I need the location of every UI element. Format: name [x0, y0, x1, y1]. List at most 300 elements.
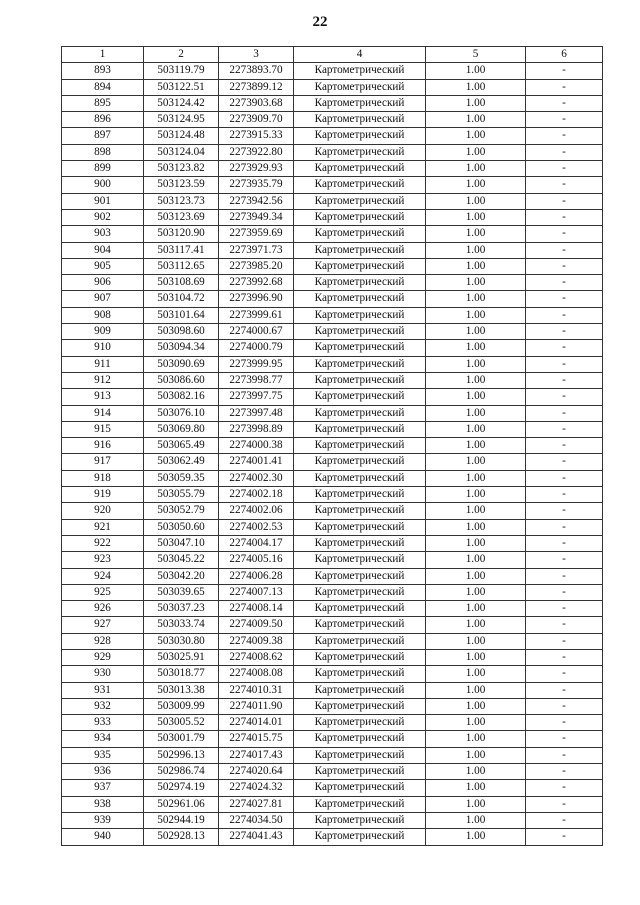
method-cell: Картометрический [294, 177, 426, 193]
note-cell: - [526, 633, 603, 649]
table-row [62, 601, 603, 617]
point-number-cell: 927 [62, 617, 144, 633]
table-row [62, 747, 603, 763]
table-row [62, 372, 603, 388]
point-number-cell: 931 [62, 682, 144, 698]
column-header: 6 [526, 47, 603, 63]
coordinate-y-cell: 2274034.50 [219, 812, 294, 828]
coordinate-x-cell: 503047.10 [144, 535, 219, 551]
accuracy-cell: 1.00 [426, 796, 526, 812]
table-row [62, 79, 603, 95]
point-number-cell: 907 [62, 291, 144, 307]
accuracy-cell: 1.00 [426, 715, 526, 731]
point-number-cell: 895 [62, 95, 144, 111]
note-cell: - [526, 356, 603, 372]
note-cell: - [526, 161, 603, 177]
accuracy-cell: 1.00 [426, 764, 526, 780]
coordinate-x-cell: 503042.20 [144, 568, 219, 584]
table-row [62, 470, 603, 486]
method-cell: Картометрический [294, 421, 426, 437]
accuracy-cell: 1.00 [426, 161, 526, 177]
method-cell: Картометрический [294, 764, 426, 780]
accuracy-cell: 1.00 [426, 177, 526, 193]
accuracy-cell: 1.00 [426, 291, 526, 307]
coordinate-y-cell: 2273985.20 [219, 258, 294, 274]
method-cell: Картометрический [294, 79, 426, 95]
point-number-cell: 908 [62, 307, 144, 323]
point-number-cell: 930 [62, 666, 144, 682]
column-header: 2 [144, 47, 219, 63]
table-row [62, 487, 603, 503]
accuracy-cell: 1.00 [426, 405, 526, 421]
note-cell: - [526, 372, 603, 388]
note-cell: - [526, 307, 603, 323]
column-header: 1 [62, 47, 144, 63]
coordinate-y-cell: 2274011.90 [219, 698, 294, 714]
accuracy-cell: 1.00 [426, 389, 526, 405]
accuracy-cell: 1.00 [426, 275, 526, 291]
point-number-cell: 893 [62, 63, 144, 79]
coordinate-x-cell: 503119.79 [144, 63, 219, 79]
method-cell: Картометрический [294, 454, 426, 470]
accuracy-cell: 1.00 [426, 633, 526, 649]
note-cell: - [526, 258, 603, 274]
accuracy-cell: 1.00 [426, 731, 526, 747]
accuracy-cell: 1.00 [426, 356, 526, 372]
coordinate-x-cell: 503120.90 [144, 226, 219, 242]
method-cell: Картометрический [294, 812, 426, 828]
coordinate-y-cell: 2273949.34 [219, 209, 294, 225]
table-row [62, 796, 603, 812]
coordinate-y-cell: 2273998.89 [219, 421, 294, 437]
note-cell: - [526, 112, 603, 128]
table-row [62, 405, 603, 421]
coordinate-x-cell: 503033.74 [144, 617, 219, 633]
point-number-cell: 928 [62, 633, 144, 649]
point-number-cell: 937 [62, 780, 144, 796]
coordinate-x-cell: 503086.60 [144, 372, 219, 388]
table-row [62, 698, 603, 714]
coordinate-y-cell: 2274008.14 [219, 601, 294, 617]
coordinate-x-cell: 503123.73 [144, 193, 219, 209]
coordinate-x-cell: 503039.65 [144, 584, 219, 600]
method-cell: Картометрический [294, 372, 426, 388]
coordinate-x-cell: 503124.04 [144, 144, 219, 160]
table-row [62, 291, 603, 307]
table-row [62, 389, 603, 405]
accuracy-cell: 1.00 [426, 258, 526, 274]
coordinate-y-cell: 2273971.73 [219, 242, 294, 258]
table-row [62, 242, 603, 258]
note-cell: - [526, 128, 603, 144]
coordinate-x-cell: 503123.59 [144, 177, 219, 193]
coordinate-x-cell: 503124.42 [144, 95, 219, 111]
note-cell: - [526, 454, 603, 470]
method-cell: Картометрический [294, 649, 426, 665]
accuracy-cell: 1.00 [426, 95, 526, 111]
accuracy-cell: 1.00 [426, 649, 526, 665]
table-row [62, 324, 603, 340]
note-cell: - [526, 535, 603, 551]
coordinate-y-cell: 2273942.56 [219, 193, 294, 209]
coordinate-x-cell: 503076.10 [144, 405, 219, 421]
point-number-cell: 918 [62, 470, 144, 486]
accuracy-cell: 1.00 [426, 340, 526, 356]
method-cell: Картометрический [294, 796, 426, 812]
accuracy-cell: 1.00 [426, 209, 526, 225]
coordinate-x-cell: 503124.95 [144, 112, 219, 128]
point-number-cell: 896 [62, 112, 144, 128]
coordinate-x-cell: 503013.38 [144, 682, 219, 698]
table-row [62, 666, 603, 682]
accuracy-cell: 1.00 [426, 487, 526, 503]
note-cell: - [526, 470, 603, 486]
point-number-cell: 904 [62, 242, 144, 258]
table-row [62, 421, 603, 437]
point-number-cell: 910 [62, 340, 144, 356]
accuracy-cell: 1.00 [426, 438, 526, 454]
method-cell: Картометрический [294, 389, 426, 405]
note-cell: - [526, 226, 603, 242]
point-number-cell: 903 [62, 226, 144, 242]
table-row [62, 682, 603, 698]
table-row [62, 307, 603, 323]
accuracy-cell: 1.00 [426, 682, 526, 698]
page-number: 22 [312, 14, 328, 30]
coordinate-y-cell: 2274005.16 [219, 552, 294, 568]
coordinate-x-cell: 503059.35 [144, 470, 219, 486]
table-row [62, 535, 603, 551]
coordinate-x-cell: 503090.69 [144, 356, 219, 372]
note-cell: - [526, 63, 603, 79]
coordinate-x-cell: 503037.23 [144, 601, 219, 617]
table-row [62, 258, 603, 274]
coordinate-y-cell: 2274020.64 [219, 764, 294, 780]
point-number-cell: 924 [62, 568, 144, 584]
point-number-cell: 920 [62, 503, 144, 519]
table-row [62, 128, 603, 144]
method-cell: Картометрический [294, 682, 426, 698]
coordinate-y-cell: 2274007.13 [219, 584, 294, 600]
note-cell: - [526, 617, 603, 633]
coordinate-x-cell: 503018.77 [144, 666, 219, 682]
accuracy-cell: 1.00 [426, 372, 526, 388]
method-cell: Картометрический [294, 829, 426, 845]
coordinate-y-cell: 2274002.18 [219, 487, 294, 503]
method-cell: Картометрический [294, 95, 426, 111]
accuracy-cell: 1.00 [426, 454, 526, 470]
point-number-cell: 901 [62, 193, 144, 209]
method-cell: Картометрический [294, 340, 426, 356]
note-cell: - [526, 421, 603, 437]
coordinate-y-cell: 2274010.31 [219, 682, 294, 698]
coordinate-x-cell: 502974.19 [144, 780, 219, 796]
coordinate-x-cell: 503098.60 [144, 324, 219, 340]
coordinate-y-cell: 2274009.38 [219, 633, 294, 649]
accuracy-cell: 1.00 [426, 112, 526, 128]
note-cell: - [526, 780, 603, 796]
accuracy-cell: 1.00 [426, 601, 526, 617]
accuracy-cell: 1.00 [426, 193, 526, 209]
coordinate-x-cell: 503050.60 [144, 519, 219, 535]
note-cell: - [526, 275, 603, 291]
coordinate-y-cell: 2273999.95 [219, 356, 294, 372]
point-number-cell: 932 [62, 698, 144, 714]
point-number-cell: 926 [62, 601, 144, 617]
point-number-cell: 905 [62, 258, 144, 274]
method-cell: Картометрический [294, 617, 426, 633]
method-cell: Картометрический [294, 63, 426, 79]
accuracy-cell: 1.00 [426, 128, 526, 144]
point-number-cell: 900 [62, 177, 144, 193]
table-row [62, 275, 603, 291]
coordinate-y-cell: 2274006.28 [219, 568, 294, 584]
method-cell: Картометрический [294, 324, 426, 340]
point-number-cell: 936 [62, 764, 144, 780]
note-cell: - [526, 715, 603, 731]
coordinate-x-cell: 503005.52 [144, 715, 219, 731]
note-cell: - [526, 209, 603, 225]
table-header-row [62, 47, 603, 63]
note-cell: - [526, 324, 603, 340]
coordinate-y-cell: 2274001.41 [219, 454, 294, 470]
point-number-cell: 939 [62, 812, 144, 828]
method-cell: Картометрический [294, 503, 426, 519]
note-cell: - [526, 291, 603, 307]
point-number-cell: 912 [62, 372, 144, 388]
note-cell: - [526, 405, 603, 421]
coordinate-y-cell: 2273935.79 [219, 177, 294, 193]
coordinate-y-cell: 2274027.81 [219, 796, 294, 812]
method-cell: Картометрический [294, 731, 426, 747]
method-cell: Картометрический [294, 209, 426, 225]
method-cell: Картометрический [294, 291, 426, 307]
note-cell: - [526, 747, 603, 763]
table-row [62, 340, 603, 356]
coordinate-y-cell: 2274014.01 [219, 715, 294, 731]
point-number-cell: 919 [62, 487, 144, 503]
note-cell: - [526, 812, 603, 828]
table-row [62, 584, 603, 600]
note-cell: - [526, 568, 603, 584]
table-row [62, 812, 603, 828]
coordinate-x-cell: 503123.82 [144, 161, 219, 177]
method-cell: Картометрический [294, 487, 426, 503]
table-row [62, 193, 603, 209]
accuracy-cell: 1.00 [426, 421, 526, 437]
table-row [62, 438, 603, 454]
accuracy-cell: 1.00 [426, 698, 526, 714]
coordinate-y-cell: 2274041.43 [219, 829, 294, 845]
method-cell: Картометрический [294, 128, 426, 144]
coordinate-x-cell: 503025.91 [144, 649, 219, 665]
column-header: 4 [294, 47, 426, 63]
table-row [62, 731, 603, 747]
method-cell: Картометрический [294, 552, 426, 568]
table-row [62, 617, 603, 633]
coordinate-x-cell: 503065.49 [144, 438, 219, 454]
accuracy-cell: 1.00 [426, 780, 526, 796]
point-number-cell: 933 [62, 715, 144, 731]
note-cell: - [526, 601, 603, 617]
coordinate-y-cell: 2274009.50 [219, 617, 294, 633]
coordinate-y-cell: 2274017.43 [219, 747, 294, 763]
accuracy-cell: 1.00 [426, 324, 526, 340]
coordinate-x-cell: 503055.79 [144, 487, 219, 503]
method-cell: Картометрический [294, 275, 426, 291]
accuracy-cell: 1.00 [426, 226, 526, 242]
point-number-cell: 898 [62, 144, 144, 160]
column-header: 5 [426, 47, 526, 63]
table-row [62, 356, 603, 372]
accuracy-cell: 1.00 [426, 812, 526, 828]
table-row [62, 568, 603, 584]
coordinate-x-cell: 503052.79 [144, 503, 219, 519]
method-cell: Картометрический [294, 356, 426, 372]
coordinates-table [61, 46, 603, 846]
coordinate-y-cell: 2273893.70 [219, 63, 294, 79]
method-cell: Картометрический [294, 519, 426, 535]
coordinate-x-cell: 503104.72 [144, 291, 219, 307]
coordinate-x-cell: 503123.69 [144, 209, 219, 225]
coordinate-x-cell: 503124.48 [144, 128, 219, 144]
table-row [62, 161, 603, 177]
column-header: 3 [219, 47, 294, 63]
accuracy-cell: 1.00 [426, 63, 526, 79]
point-number-cell: 925 [62, 584, 144, 600]
table-row [62, 63, 603, 79]
coordinate-y-cell: 2274000.79 [219, 340, 294, 356]
table-row [62, 144, 603, 160]
table-row [62, 95, 603, 111]
note-cell: - [526, 503, 603, 519]
note-cell: - [526, 95, 603, 111]
coordinate-x-cell: 503108.69 [144, 275, 219, 291]
coordinate-y-cell: 2273929.93 [219, 161, 294, 177]
coordinate-x-cell: 503112.65 [144, 258, 219, 274]
accuracy-cell: 1.00 [426, 470, 526, 486]
note-cell: - [526, 666, 603, 682]
note-cell: - [526, 731, 603, 747]
accuracy-cell: 1.00 [426, 535, 526, 551]
coordinate-y-cell: 2274008.62 [219, 649, 294, 665]
coordinate-y-cell: 2273996.90 [219, 291, 294, 307]
accuracy-cell: 1.00 [426, 747, 526, 763]
coordinate-x-cell: 503062.49 [144, 454, 219, 470]
coordinate-x-cell: 502986.74 [144, 764, 219, 780]
table-row [62, 112, 603, 128]
point-number-cell: 897 [62, 128, 144, 144]
note-cell: - [526, 79, 603, 95]
table-row [62, 829, 603, 845]
accuracy-cell: 1.00 [426, 666, 526, 682]
method-cell: Картометрический [294, 438, 426, 454]
note-cell: - [526, 764, 603, 780]
coordinate-y-cell: 2273997.75 [219, 389, 294, 405]
coordinate-y-cell: 2273998.77 [219, 372, 294, 388]
coordinate-x-cell: 503101.64 [144, 307, 219, 323]
coordinate-x-cell: 503069.80 [144, 421, 219, 437]
point-number-cell: 929 [62, 649, 144, 665]
coordinate-y-cell: 2273992.68 [219, 275, 294, 291]
method-cell: Картометрический [294, 242, 426, 258]
coordinate-y-cell: 2273899.12 [219, 79, 294, 95]
method-cell: Картометрический [294, 470, 426, 486]
accuracy-cell: 1.00 [426, 568, 526, 584]
coordinate-y-cell: 2274024.32 [219, 780, 294, 796]
accuracy-cell: 1.00 [426, 519, 526, 535]
method-cell: Картометрический [294, 698, 426, 714]
note-cell: - [526, 389, 603, 405]
accuracy-cell: 1.00 [426, 144, 526, 160]
method-cell: Картометрический [294, 747, 426, 763]
coordinate-y-cell: 2273959.69 [219, 226, 294, 242]
point-number-cell: 917 [62, 454, 144, 470]
point-number-cell: 935 [62, 747, 144, 763]
coordinate-y-cell: 2273903.68 [219, 95, 294, 111]
method-cell: Картометрический [294, 568, 426, 584]
method-cell: Картометрический [294, 715, 426, 731]
coordinate-x-cell: 503001.79 [144, 731, 219, 747]
accuracy-cell: 1.00 [426, 79, 526, 95]
coordinate-y-cell: 2273909.70 [219, 112, 294, 128]
coordinate-x-cell: 503122.51 [144, 79, 219, 95]
note-cell: - [526, 340, 603, 356]
note-cell: - [526, 242, 603, 258]
point-number-cell: 938 [62, 796, 144, 812]
coordinate-y-cell: 2274002.53 [219, 519, 294, 535]
table-row [62, 209, 603, 225]
method-cell: Картометрический [294, 666, 426, 682]
note-cell: - [526, 682, 603, 698]
table-row [62, 177, 603, 193]
note-cell: - [526, 649, 603, 665]
method-cell: Картометрический [294, 307, 426, 323]
coordinate-y-cell: 2274000.38 [219, 438, 294, 454]
coordinate-y-cell: 2274008.08 [219, 666, 294, 682]
point-number-cell: 940 [62, 829, 144, 845]
note-cell: - [526, 487, 603, 503]
coordinate-x-cell: 502928.13 [144, 829, 219, 845]
accuracy-cell: 1.00 [426, 552, 526, 568]
table-row [62, 552, 603, 568]
point-number-cell: 915 [62, 421, 144, 437]
accuracy-cell: 1.00 [426, 584, 526, 600]
coordinate-x-cell: 503082.16 [144, 389, 219, 405]
coordinate-x-cell: 503045.22 [144, 552, 219, 568]
table-body [62, 63, 603, 845]
coordinate-y-cell: 2274002.06 [219, 503, 294, 519]
method-cell: Картометрический [294, 535, 426, 551]
point-number-cell: 906 [62, 275, 144, 291]
method-cell: Картометрический [294, 780, 426, 796]
accuracy-cell: 1.00 [426, 617, 526, 633]
table-row [62, 454, 603, 470]
coordinate-x-cell: 502996.13 [144, 747, 219, 763]
method-cell: Картометрический [294, 405, 426, 421]
method-cell: Картометрический [294, 258, 426, 274]
point-number-cell: 916 [62, 438, 144, 454]
coordinate-y-cell: 2273922.80 [219, 144, 294, 160]
coordinate-y-cell: 2274000.67 [219, 324, 294, 340]
accuracy-cell: 1.00 [426, 503, 526, 519]
point-number-cell: 894 [62, 79, 144, 95]
note-cell: - [526, 438, 603, 454]
coordinate-x-cell: 503117.41 [144, 242, 219, 258]
coordinate-x-cell: 503094.34 [144, 340, 219, 356]
note-cell: - [526, 584, 603, 600]
point-number-cell: 914 [62, 405, 144, 421]
